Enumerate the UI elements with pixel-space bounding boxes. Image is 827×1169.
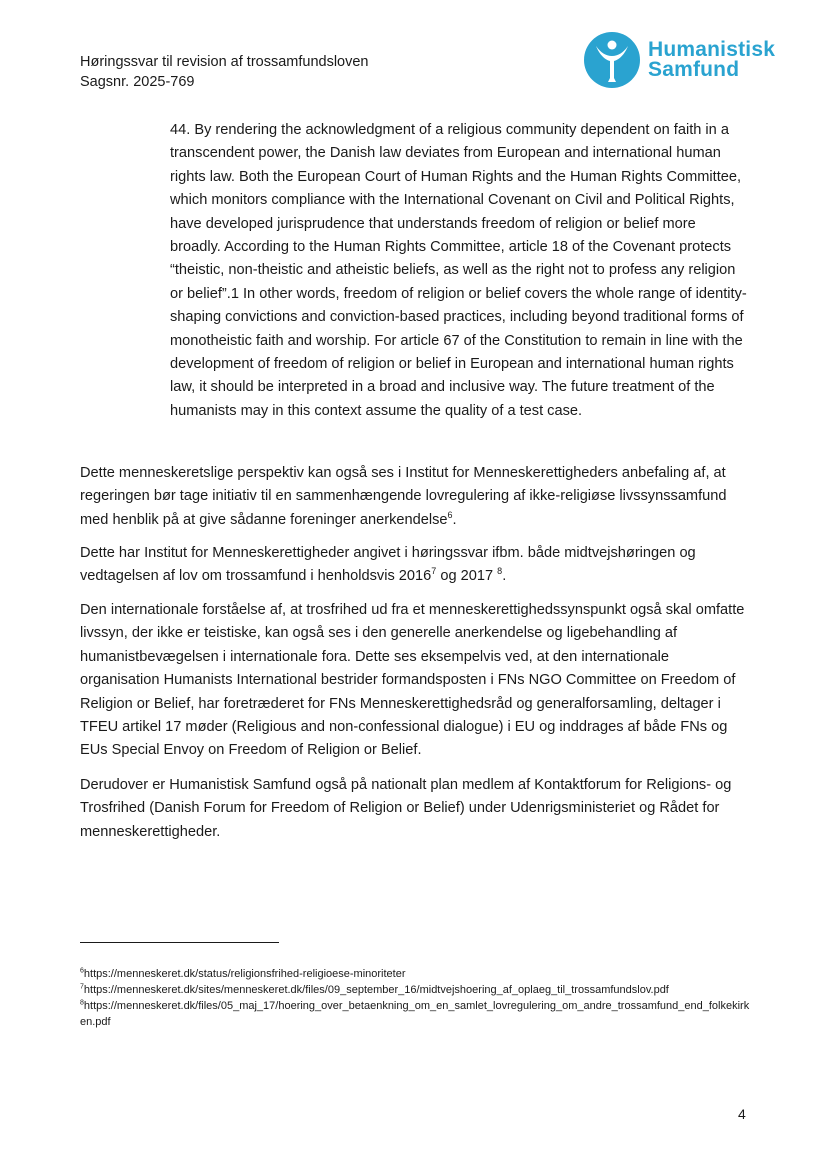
logo-line-2: Samfund (648, 58, 740, 81)
happy-human-icon (584, 32, 640, 88)
paragraph-1 (80, 462, 750, 532)
footnote-number: 7 (80, 983, 84, 991)
footnotes (80, 966, 750, 1030)
footnote-link[interactable]: https://menneskeret.dk/files/05_maj_17/hoering_over_betaenkning_om_en_samlet_lovregulering_om_andre_trossamfund_end_folkekirken.pdf (80, 1000, 750, 1028)
paragraph-1-end: . (452, 511, 457, 528)
footnote-8 (80, 998, 750, 1030)
footnote-divider (80, 942, 279, 943)
logo-wordmark (648, 40, 775, 80)
paragraph-2-text: Dette har Institut for Menneskerettigheder angivet i høringssvar ifbm. både midtvejshøringen og vedtagelsen af lov om trossamfund i henholdsvis 2016 (80, 545, 696, 585)
paragraph-3: Den internationale forståelse af, at trosfrihed ud fra et menneskerettighedssynspunkt også skal omfatte livssyn, der ikke er teistiske, kan også ses i den generelle anerkendelse og ligebehandling af humanistbevægelsen i internationale fora. Dette ses eksempelvis ved, at den internationale organisation Humanists International bestrider formandsposten i FNs NGO Committee on Freedom of Religion or Belief, har foretræderet for FNs Menneskerettighedsråd og generalforsamling, deltager i TFEU artikel 17 møder (Religious and non-confessional dialogue) i EU og inddrages af både FNs og EUs Special Envoy on Freedom of Religion or Belief. (80, 602, 745, 759)
footnote-6 (80, 966, 750, 982)
page-number: 4 (738, 1106, 746, 1122)
footnote-number: 6 (80, 967, 84, 975)
footnote-ref-8: 8 (497, 566, 503, 577)
header-title: Høringssvar til revision af trossamfundsloven (80, 54, 369, 70)
footnote-link[interactable]: https://menneskeret.dk/status/religionsfrihed-religioese-minoriteter (83, 968, 406, 980)
document-header (80, 52, 369, 92)
paragraph-2-mid: og 2017 (436, 568, 498, 585)
paragraph-2 (80, 542, 750, 589)
humanistisk-samfund-logo (584, 32, 775, 88)
logo-line-1: Humanistisk (648, 38, 776, 61)
footnote-ref-7: 7 (431, 566, 437, 577)
paragraph-2-end: . (502, 568, 507, 585)
footnote-number: 8 (80, 999, 84, 1007)
footnote-7 (80, 982, 750, 998)
footnote-link[interactable]: https://menneskeret.dk/sites/menneskeret.dk/files/09_september_16/midtvejshoering_af_oplaeg_til_trossamfundslov.pdf (83, 984, 669, 996)
block-quote: 44. By rendering the acknowledgment of a religious community dependent on faith in a transcendent power, the Danish law deviates from European and international human rights law. Both the European Court of Human Rights and the Human Rights Committee, which monitors compliance with the International Covenant on Civil and Political Rights, have developed jurisprudence that understands freedom of religion or belief more broadly. According to the Human Rights Committee, article 18 of the Covenant protects “theistic, non-theistic and atheistic beliefs, as well as the right not to profess any religion or belief”.1 In other words, freedom of religion or belief covers the whole range of identity-shaping convictions and conviction-based practices, including beyond traditional forms of monotheistic faith and worship. For article 67 of the Constitution to remain in line with the development of freedom of religion or belief in European and international human rights law, it should be interpreted in a broad and inclusive way. The future treatment of the humanists may in this context assume the quality of a test case. (170, 122, 747, 419)
header-case-number: Sagsnr. 2025-769 (80, 74, 195, 90)
paragraph-1-text: Dette menneskeretslige perspektiv kan også ses i Institut for Menneskerettigheders anbefaling af, at regeringen bør tage initiativ til en sammenhængende lovregulering af ikke-religiøse livssynssamfund med henblik på at give sådanne foreninger anerkendelse (80, 465, 727, 528)
paragraph-4: Derudover er Humanistisk Samfund også på nationalt plan medlem af Kontaktforum for Religions- og Trosfrihed (Danish Forum for Freedom of Religion or Belief) under Udenrigsministeriet og Rådet for menneskerettigheder. (80, 777, 732, 840)
footnote-ref-6: 6 (447, 509, 453, 520)
